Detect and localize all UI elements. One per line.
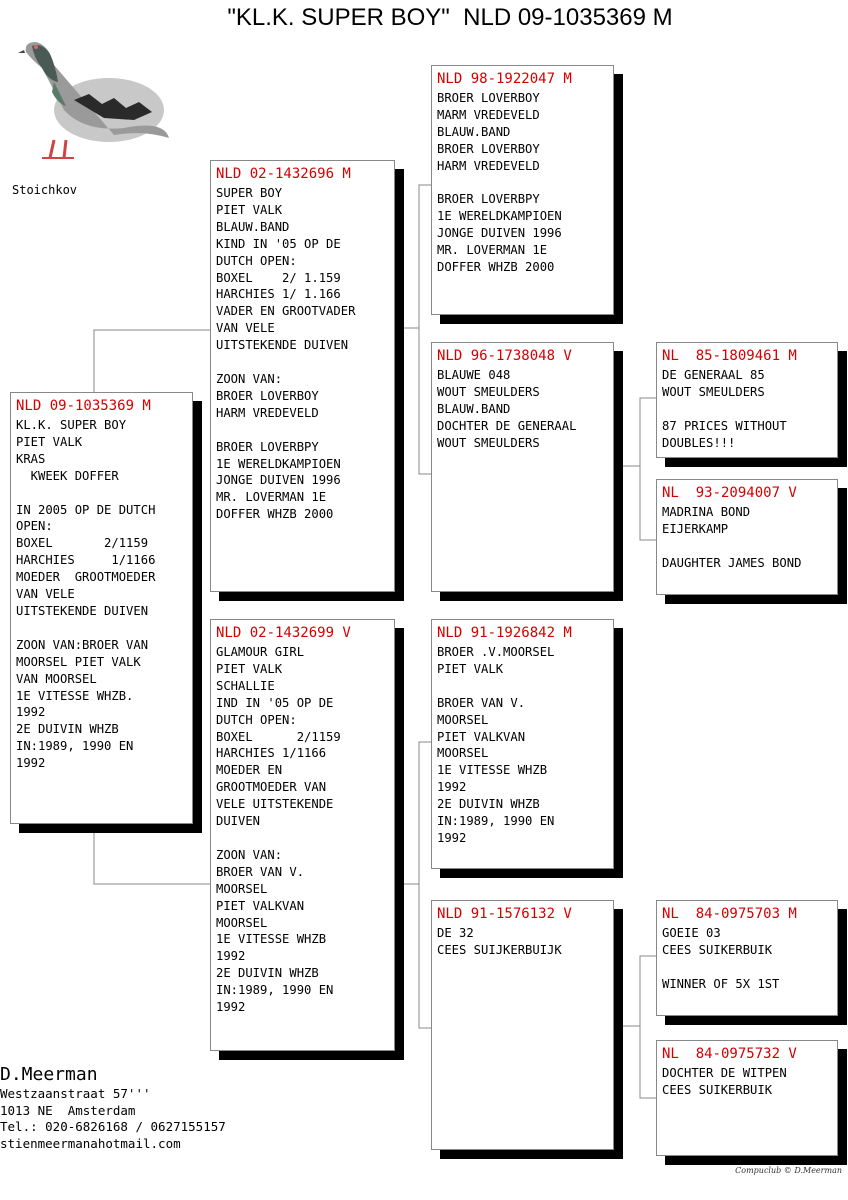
ring-number: NLD 02-1432696 M	[216, 166, 351, 182]
card-details: SUPER BOY PIET VALK BLAUW.BAND KIND IN '05 OP DE DUTCH OPEN: BOXEL 2/ 1.159 HARCHIES 1/ 1.166 VADER EN GROOTVADER VAN VELE UITSTEKENDE DUIVEN ZOON VAN: BROER LOVERBOY HARM VREDEVELD BROER LOVERBPY 1E WERELDKAMPIOEN JONGE DUIVEN 1996 MR. LOVERMAN 1E DOFFER WHZB 2000	[216, 186, 356, 522]
card-details: DOCHTER DE WITPEN CEES SUIKERBUIK	[662, 1066, 787, 1097]
ring-number: NLD 96-1738048 V	[437, 348, 572, 364]
card-details: GOEIE 03 CEES SUIKERBUIK WINNER OF 5X 1ST	[662, 926, 780, 991]
pedigree-card-subject	[10, 392, 193, 824]
card-details: DE GENERAAL 85 WOUT SMEULDERS 87 PRICES WITHOUT DOUBLES!!!	[662, 368, 787, 450]
pedigree-card-sire-sire	[431, 65, 614, 315]
pedigree-card-dam-sire	[431, 619, 614, 869]
ring-number: NLD 09-1035369 M	[16, 398, 151, 414]
card-details: KL.K. SUPER BOY PIET VALK KRAS KWEEK DOFFER IN 2005 OP DE DUTCH OPEN: BOXEL 2/1159 HARCHIES 1/1166 MOEDER GROOTMOEDER VAN VELE UITSTEKENDE DUIVEN ZOON VAN:BROER VAN MOORSEL PIET VALK VAN MOORSEL 1E VITESSE WHZB. 1992 2E DUIVIN WHZB IN:1989, 1990 EN 1992	[16, 418, 156, 771]
owner-name: D.Meerman	[0, 1064, 98, 1085]
page-title: "KL.K. SUPER BOY" NLD 09-1035369 M	[227, 4, 673, 31]
pedigree-card-dam-dam-sire	[656, 900, 838, 1016]
owner-city: 1013 NE Amsterdam	[0, 1102, 136, 1118]
bird-caption: Stoichkov	[12, 183, 78, 197]
pedigree-card-sire-dam-dam	[656, 479, 838, 595]
card-details: GLAMOUR GIRL PIET VALK SCHALLIE IND IN '05 OP DE DUTCH OPEN: BOXEL 2/1159 HARCHIES 1/1166 MOEDER EN GROOTMOEDER VAN VELE UITSTEKENDE DUIVEN ZOON VAN: BROER VAN V. MOORSEL PIET VALKVAN MOORSEL 1E VITESSE WHZB 1992 2E DUIVIN WHZB IN:1989, 1990 EN 1992	[216, 645, 341, 1015]
pedigree-card-dam-dam-dam	[656, 1040, 838, 1156]
ring-number: NLD 98-1922047 M	[437, 71, 572, 87]
card-details: BROER .V.MOORSEL PIET VALK BROER VAN V. MOORSEL PIET VALKVAN MOORSEL 1E VITESSE WHZB 1992 2E DUIVIN WHZB IN:1989, 1990 EN 1992	[437, 645, 555, 845]
pedigree-card-dam	[210, 619, 395, 1051]
pedigree-card-sire-dam	[431, 342, 614, 592]
card-details: MADRINA BOND EIJERKAMP DAUGHTER JAMES BOND	[662, 505, 802, 570]
pedigree-card-sire	[210, 160, 395, 592]
ring-number: NL 93-2094007 V	[662, 485, 797, 501]
ring-number: NL 84-0975732 V	[662, 1046, 797, 1062]
ring-number: NLD 91-1576132 V	[437, 906, 572, 922]
card-details: BROER LOVERBOY MARM VREDEVELD BLAUW.BAND BROER LOVERBOY HARM VREDEVELD BROER LOVERBPY 1E WERELDKAMPIOEN JONGE DUIVEN 1996 MR. LOVERMAN 1E DOFFER WHZB 2000	[437, 91, 562, 275]
pedigree-card-sire-dam-sire	[656, 342, 838, 458]
card-details: DE 32 CEES SUIJKERBUIJK	[437, 926, 562, 957]
owner-email: stienmeermanahotmail.com	[0, 1135, 181, 1151]
ring-number: NL 84-0975703 M	[662, 906, 797, 922]
owner-phone: Tel.: 020-6826168 / 0627155157	[0, 1119, 226, 1134]
ring-number: NL 85-1809461 M	[662, 348, 797, 364]
pedigree-card-dam-dam	[431, 900, 614, 1150]
ring-number: NLD 02-1432699 V	[216, 625, 351, 641]
copyright-footer: Compuclub © D.Meerman	[735, 1166, 842, 1175]
owner-address: Westzaanstraat 57'''	[0, 1086, 151, 1101]
owner-contact	[0, 1064, 226, 1152]
card-details: BLAUWE 048 WOUT SMEULDERS BLAUW.BAND DOCHTER DE GENERAAL WOUT SMEULDERS	[437, 368, 577, 450]
ring-number: NLD 91-1926842 M	[437, 625, 572, 641]
